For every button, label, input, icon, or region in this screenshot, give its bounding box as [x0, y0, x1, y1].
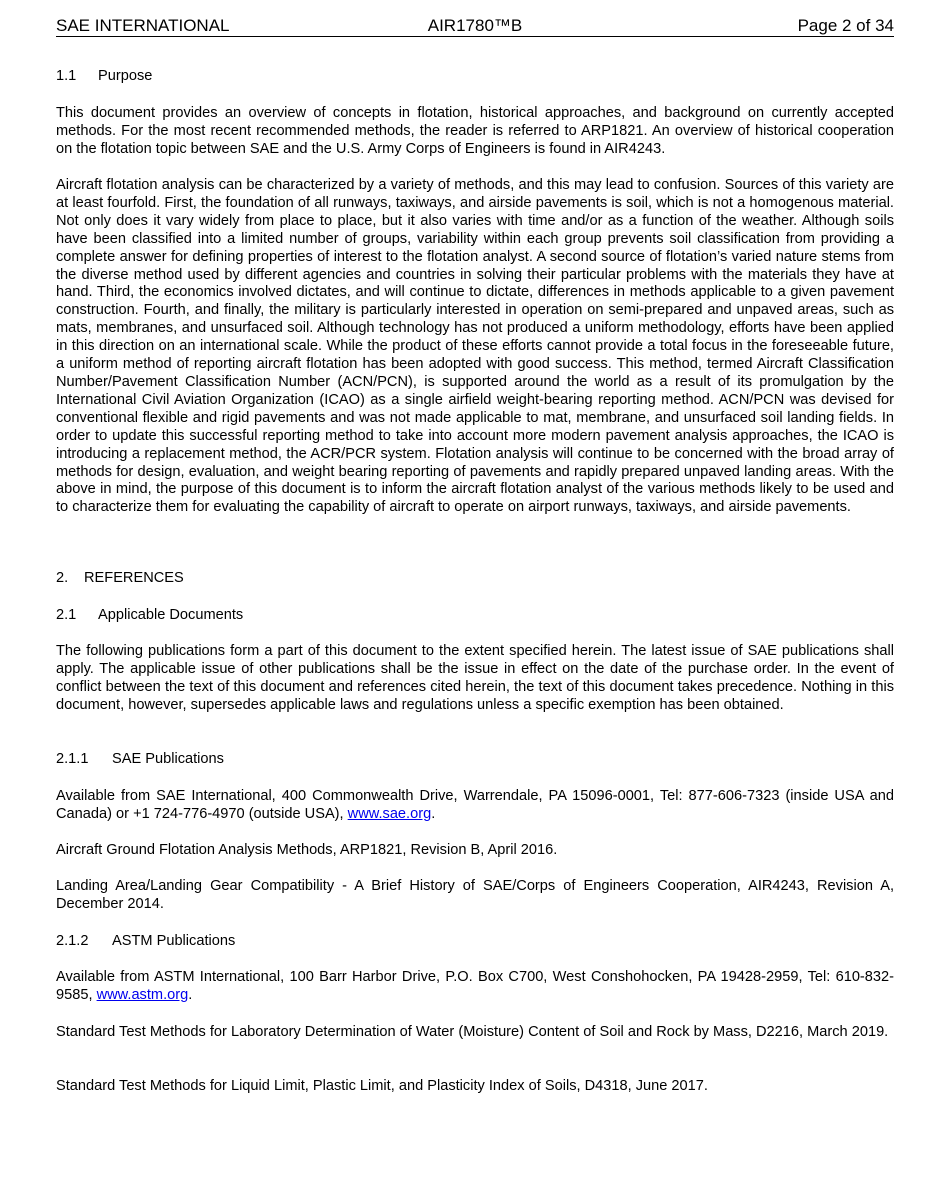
- section-heading-2-1-1: [56, 751, 894, 769]
- section-title: REFERENCES: [84, 570, 184, 586]
- section-heading-2-1: [56, 607, 894, 625]
- section-number: 1.1: [56, 68, 77, 84]
- running-header: [56, 16, 894, 37]
- astm-reference-d4318: Standard Test Methods for Liquid Limit, Plastic Limit, and Plasticity Index of Soils, D4318, June 2017.: [56, 1078, 708, 1094]
- section-title: SAE Publications: [112, 751, 224, 767]
- section-number: 2.1: [56, 607, 77, 623]
- purpose-paragraph-1: This document provides an overview of concepts in flotation, historical approaches, and background on currently accepted methods. For the most recent recommended methods, the reader is referred to ARP1821. An overview of historical cooperation on the flotation topic between SAE and the U.S. Army Corps of Engineers is found in AIR4243.: [56, 105, 894, 157]
- section-title: ASTM Publications: [112, 933, 236, 949]
- astm-website-link[interactable]: www.astm.org: [96, 986, 189, 1003]
- section-title: Purpose: [98, 68, 153, 84]
- sae-availability-paragraph: [56, 788, 894, 824]
- section-heading-1-1: [56, 68, 894, 86]
- purpose-paragraph-2: Aircraft flotation analysis can be characterized by a variety of methods, and this may lead to confusion. Sources of this variety are at least fourfold. First, the foundation of all runways, taxiways, and airside pavements is soil, which is not a homogenous material. Not only does it vary widely from place to place, but it also varies with time and/or as a function of the weather. Although soils have been classified into a limited number of groups, variability within each group prevents soil classification from providing a complete answer for defining properties of interest to the flotation analyst. A second source of flotation’s varied nature stems from the diverse method used by different agencies and countries in solving their particular problems with the materials they have at hand. Third, the economics involved dictates, and will continue to dictate, differences in methods applicable to a given pavement construction. Fourth, and finally, the military is particularly interested in operation on semi-prepared and unpaved areas, such as mats, membranes, and unsurfaced soil. Although technology has not produced a uniform methodology, efforts have been applied in this direction on an international scale. While the product of these efforts cannot provide a total focus in the foreseeable future, a uniform method of reporting aircraft flotation has been adopted with good success. This method, termed Aircraft Classification Number/Pavement Classification Number (ACN/PCN), is supported around the world as a result of its promulgation by the International Civil Aviation Organization (ICAO) as a single airfield weight-bearing reporting method. ACN/PCN was devised for conventional flexible and rigid pavements and was not made applicable to mat, membrane, and unsurfaced soil landing fields. In order to update this successful reporting method to take into account more modern pavement analysis approaches, the ICAO is introducing a replacement method, the ACR/PCR system. Flotation analysis will continue to be concerned with the broad array of methods for design, evaluation, and weight bearing reporting of pavements and rapidly prepared unpaved landing areas. With the above in mind, the purpose of this document is to inform the aircraft flotation analyst of the various methods likely to be used and to characterize them for evaluating the capability of aircraft to operate on airport runways, taxiways, and airside pavements.: [56, 177, 894, 516]
- section-heading-2-1-2: [56, 933, 894, 951]
- section-title: Applicable Documents: [98, 607, 244, 623]
- period: .: [188, 986, 193, 1003]
- section-heading-2: [56, 570, 894, 588]
- applicable-documents-paragraph: The following publications form a part of this document to the extent specified herein. The latest issue of SAE publications shall apply. The applicable issue of other publications shall be the issue in effect on the date of the purchase order. In the event of conflict between the text of this document and references cited herein, the text of this document takes precedence. Nothing in this document, however, supersedes applicable laws and regulations unless a specific exemption has been obtained.: [56, 643, 894, 713]
- sae-reference-air4243: Landing Area/Landing Gear Compatibility - A Brief History of SAE/Corps of Engineers Cooperation, AIR4243, Revision A, December 2014.: [56, 878, 894, 912]
- header-organization: SAE INTERNATIONAL: [56, 16, 230, 35]
- sae-availability-text: Available from SAE International, 400 Commonwealth Drive, Warrendale, PA 15096-0001, Tel: 877-606-7323 (inside USA and Canada) or +1 724-776-4970 (outside USA),: [56, 788, 894, 822]
- header-document-number: AIR1780™B: [427, 16, 523, 35]
- period: .: [431, 805, 436, 822]
- sae-reference-arp1821: Aircraft Ground Flotation Analysis Methods, ARP1821, Revision B, April 2016.: [56, 842, 558, 858]
- section-number: 2.1.1: [56, 751, 89, 767]
- astm-availability-paragraph: [56, 969, 894, 1005]
- header-page-number: Page 2 of 34: [797, 16, 894, 35]
- section-number: 2.1.2: [56, 933, 89, 949]
- sae-website-link[interactable]: www.sae.org: [347, 805, 432, 822]
- astm-availability-text: Available from ASTM International, 100 Barr Harbor Drive, P.O. Box C700, West Conshohocken, PA 19428-2959, Tel: 610-832-9585,: [56, 969, 894, 1003]
- section-number: 2.: [56, 570, 69, 586]
- astm-reference-d2216: Standard Test Methods for Laboratory Determination of Water (Moisture) Content of Soil and Rock by Mass, D2216, March 2019.: [56, 1024, 889, 1040]
